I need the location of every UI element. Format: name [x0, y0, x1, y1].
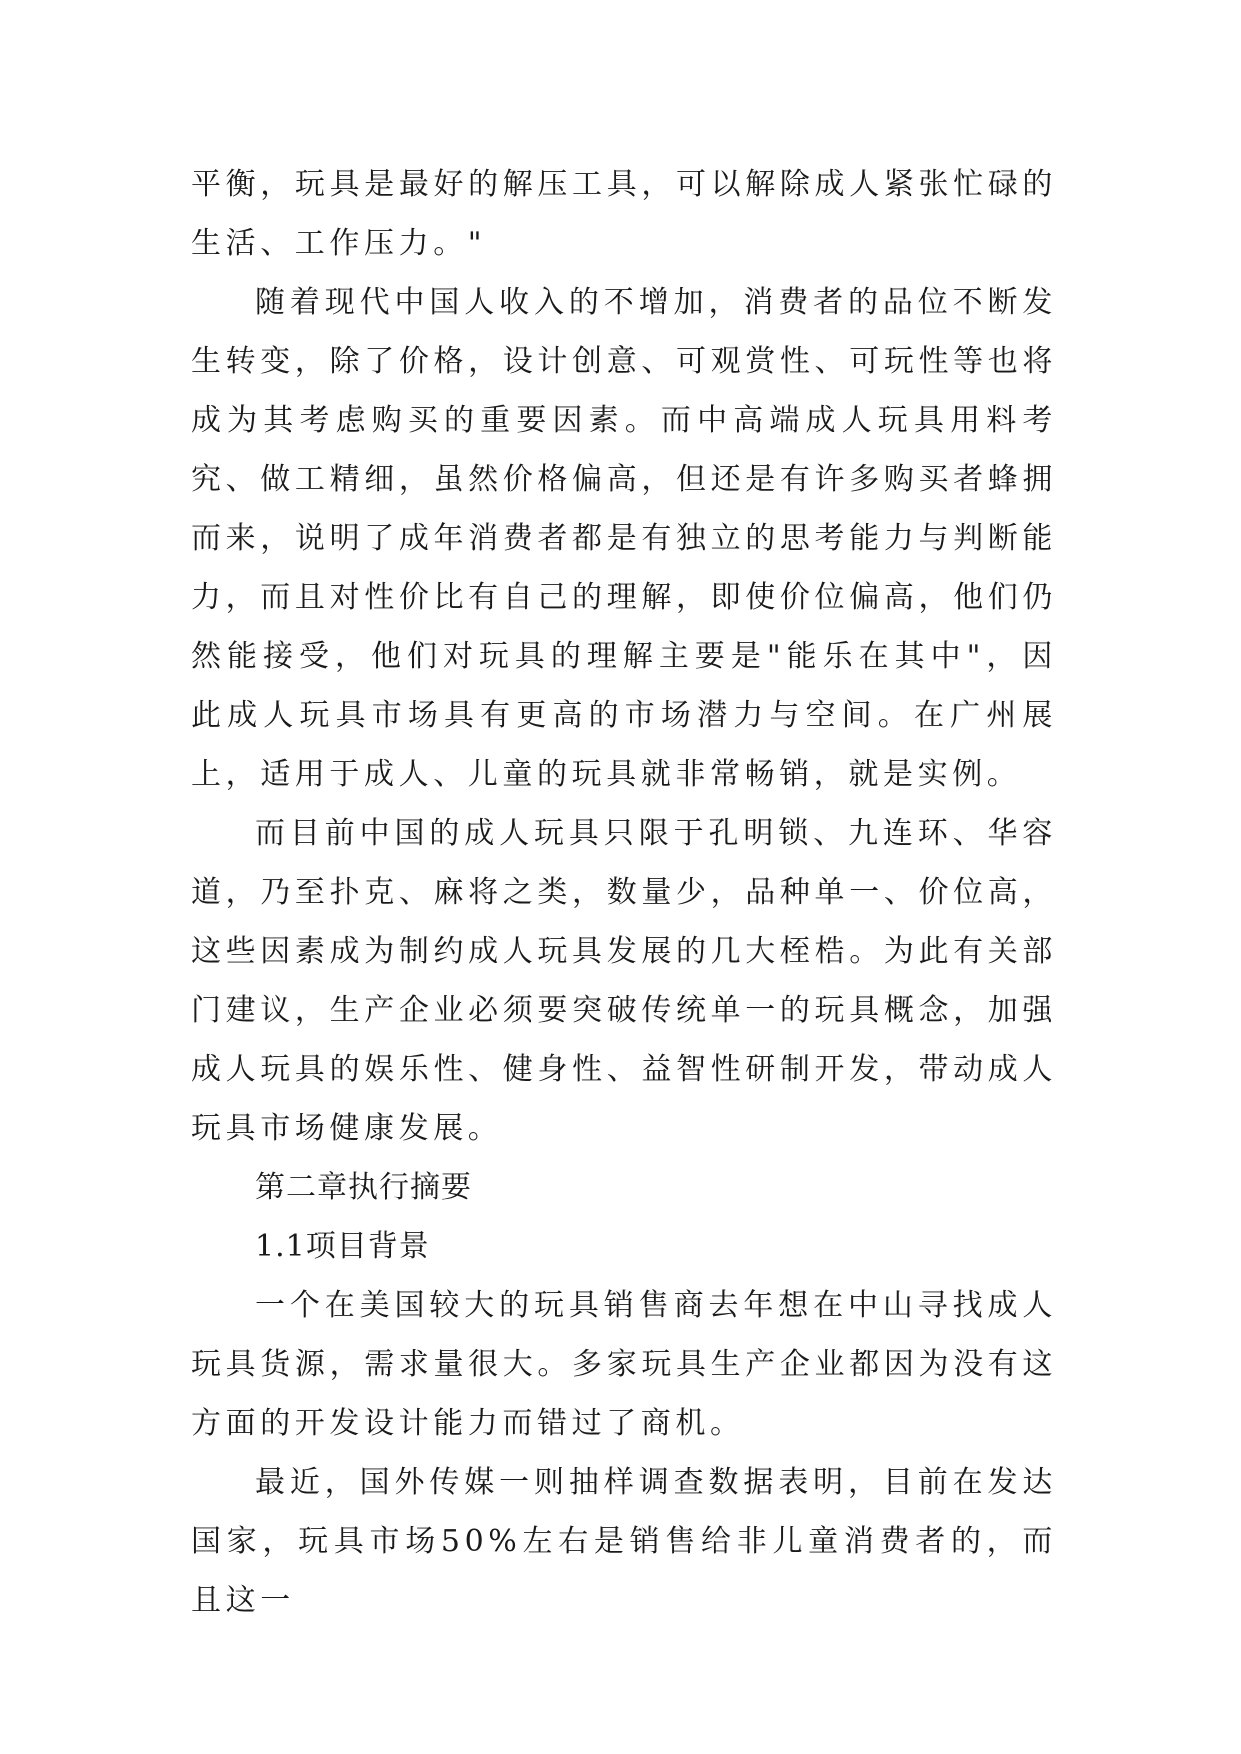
paragraph-china-adult-toys: 而目前中国的成人玩具只限于孔明锁、九连环、华容道，乃至扑克、麻将之类，数量少，品种单一、价位高，这些因素成为制约成人玩具发展的几大桎梏。为此有关部门建议，生产企业必须要突破传统单一的玩具概念，加强成人玩具的娱乐性、健身性、益智性研制开发，带动成人玩具市场健康发展。: [191, 816, 1057, 1146]
paragraph-consumer-taste: 随着现代中国人收入的不增加，消费者的品位不断发生转变，除了价格，设计创意、可观赏性、可玩性等也将成为其考虑购买的重要因素。而中高端成人玩具用料考究、做工精细，虽然价格偏高，但还是有许多购买者蜂拥而来，说明了成年消费者都是有独立的思考能力与判断能力，而且对性价比有自己的理解，即使价位偏高，他们仍然能接受，他们对玩具的理解主要是"能乐在其中"，因此成人玩具市场具有更高的市场潜力与空间。在广州展上，适用于成人、儿童的玩具就非常畅销，就是实例。: [191, 285, 1057, 792]
chapter-heading: 第二章执行摘要: [255, 1170, 472, 1205]
paragraph-survey: 最近，国外传媒一则抽样调查数据表明，目前在发达国家，玩具市场50%左右是销售给非儿童消费者的，而且这一: [191, 1465, 1057, 1618]
section-heading: 1.1项目背景: [255, 1229, 430, 1264]
paragraph-us-retailer: 一个在美国较大的玩具销售商去年想在中山寻找成人玩具货源，需求量很大。多家玩具生产企业都因为没有这方面的开发设计能力而错过了商机。: [191, 1288, 1057, 1441]
document-body: [191, 155, 1057, 1630]
paragraph-continuation: 平衡，玩具是最好的解压工具，可以解除成人紧张忙碌的生活、工作压力。": [191, 167, 1057, 261]
